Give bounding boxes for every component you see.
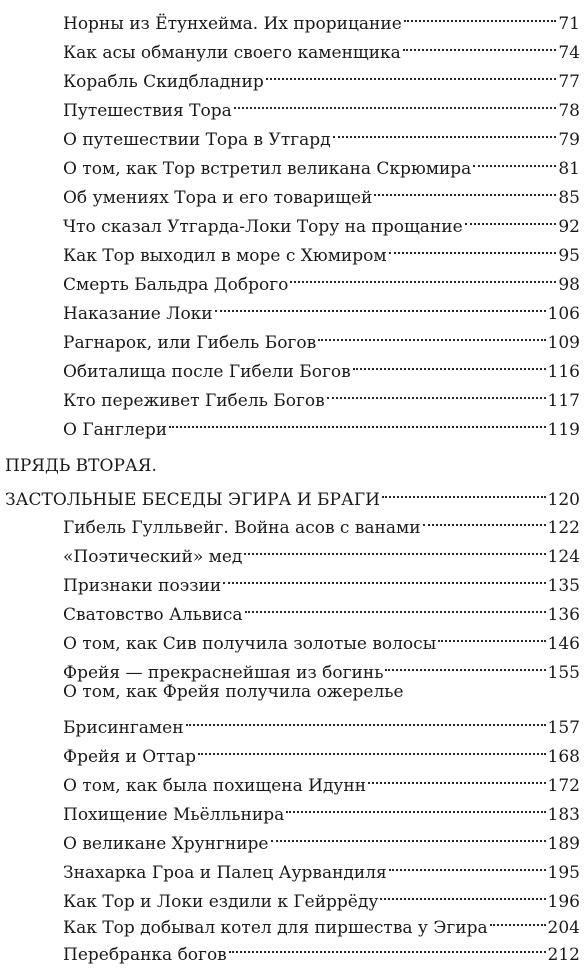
toc-entry-page: 155 xyxy=(547,663,580,683)
dot-leader xyxy=(389,232,557,261)
toc-entry[interactable] xyxy=(63,116,580,150)
toc-entry-page: 109 xyxy=(547,333,580,353)
toc-entry[interactable] xyxy=(63,348,580,382)
toc-entry-title: Сватовство Альвиса xyxy=(63,605,243,625)
toc-entry-title: Норны из Ётунхейма. Их прорицание xyxy=(63,14,402,34)
toc-entry-title: Рагнарок, или Гибель Богов xyxy=(63,333,317,353)
dot-leader xyxy=(438,620,545,649)
toc-entry-title: Смерть Бальдра Доброго xyxy=(63,275,289,295)
dot-leader xyxy=(215,290,546,319)
toc-entry-page: 189 xyxy=(547,834,580,854)
toc-entry-title: Об умениях Тора и его товарищей xyxy=(63,188,373,208)
dot-leader xyxy=(266,58,557,87)
toc-entry-title: «Поэтический» мед xyxy=(63,547,243,567)
toc-entry-title: О великане Хрунгнире xyxy=(63,834,269,854)
toc-entry[interactable] xyxy=(63,849,580,883)
toc-entry[interactable] xyxy=(63,261,580,295)
toc-entry[interactable] xyxy=(63,562,580,596)
dot-leader xyxy=(368,762,545,791)
dot-leader xyxy=(245,591,546,620)
toc-entry[interactable] xyxy=(63,591,580,625)
toc-entry[interactable] xyxy=(63,145,580,179)
toc-entry[interactable] xyxy=(63,174,580,208)
toc-entry-page: 183 xyxy=(547,805,580,825)
toc-entry[interactable] xyxy=(63,878,580,912)
toc-entry-page: 195 xyxy=(547,863,580,883)
toc-entry-page: 92 xyxy=(558,217,580,237)
toc-entry[interactable] xyxy=(63,87,580,121)
toc-entry-title: Перебранка богов xyxy=(63,945,227,965)
section-heading-entry[interactable] xyxy=(5,476,580,510)
dot-leader xyxy=(465,203,557,232)
section-heading-title: ЗАСТОЛЬНЫЕ БЕСЕДЫ ЭГИРА И БРАГИ xyxy=(5,490,380,510)
toc-entry-page: 168 xyxy=(547,747,580,767)
toc-entry[interactable] xyxy=(63,232,580,266)
toc-entry-title: Фрейя и Оттар xyxy=(63,747,197,767)
section-heading-page: 120 xyxy=(547,490,580,510)
toc-entry-page: 119 xyxy=(547,420,580,440)
toc-entry-page: 81 xyxy=(558,159,580,179)
toc-entry[interactable] xyxy=(63,203,580,237)
toc-entry[interactable] xyxy=(63,406,580,440)
toc-entry-page: 106 xyxy=(547,304,580,324)
toc-entry[interactable] xyxy=(63,290,580,324)
toc-entry-page: 78 xyxy=(558,101,580,121)
toc-entry-page: 95 xyxy=(558,246,580,266)
section-heading-line1: ПРЯДЬ ВТОРАЯ. xyxy=(5,456,157,476)
toc-entry-title: Кто переживет Гибель Богов xyxy=(63,391,325,411)
toc-entry[interactable] xyxy=(63,762,580,796)
toc-entry-title: О том, как Тор встретил великана Скрюмира xyxy=(63,159,472,179)
toc-entry-page: 196 xyxy=(547,892,580,912)
toc-entry-page: 74 xyxy=(558,43,580,63)
toc-entry-title: О путешествии Тора в Утгард xyxy=(63,130,331,150)
dot-leader xyxy=(380,878,545,907)
toc-entry-title: Что сказал Утгарда-Локи Тору на прощание xyxy=(63,217,463,237)
dot-leader xyxy=(404,0,557,29)
dot-leader xyxy=(327,377,546,406)
toc-entry[interactable] xyxy=(63,319,580,353)
dot-leader xyxy=(385,649,545,678)
toc-entry-page: 98 xyxy=(558,275,580,295)
toc-entry[interactable] xyxy=(63,931,580,965)
dot-leader xyxy=(423,504,546,533)
toc-entry-page: 157 xyxy=(547,718,580,738)
toc-entry[interactable] xyxy=(63,0,580,34)
toc-entry-page: 136 xyxy=(547,605,580,625)
toc-entry-title: Знахарка Гроа и Палец Аурвандиля xyxy=(63,863,387,883)
toc-entry-title: Как Тор и Локи ездили к Гейррёду xyxy=(63,892,379,912)
toc-entry-title: Признаки поэзии xyxy=(63,576,222,596)
dot-leader xyxy=(382,476,546,505)
toc-entry-title: О том, как Сив получила золотые волосы xyxy=(63,634,437,654)
toc-entry[interactable] xyxy=(63,504,580,538)
dot-leader xyxy=(229,931,546,960)
dot-leader xyxy=(290,261,556,290)
toc-entry-title: О том, как была похищена Идунн xyxy=(63,776,367,796)
toc-entry-page: 135 xyxy=(547,576,580,596)
dot-leader xyxy=(244,533,545,562)
toc-entry-title: Обиталища после Гибели Богов xyxy=(63,362,351,382)
toc-entry-title: Корабль Скидбладнир xyxy=(63,72,264,92)
toc-entry-title: Как асы обманули своего каменщика xyxy=(63,43,401,63)
dot-leader xyxy=(473,145,556,174)
dot-leader xyxy=(271,820,546,849)
dot-leader xyxy=(198,733,546,762)
dot-leader xyxy=(223,562,545,591)
dot-leader xyxy=(186,704,546,733)
toc-entry[interactable] xyxy=(63,904,580,938)
toc-entry-page: 79 xyxy=(558,130,580,150)
toc-entry-page: 85 xyxy=(558,188,580,208)
toc-entry[interactable] xyxy=(63,29,580,63)
toc-entry[interactable] xyxy=(63,58,580,92)
dot-leader xyxy=(490,904,546,933)
toc-entry-title-line1: О том, как Фрейя получила ожерелье xyxy=(63,682,404,702)
toc-entry[interactable] xyxy=(63,620,580,654)
toc-entry[interactable] xyxy=(63,820,580,854)
toc-entry-title: Похищение Мьёлльнира xyxy=(63,805,285,825)
dot-leader xyxy=(353,348,546,377)
toc-entry-title: Как Тор добывал котел для пиршества у Эгира xyxy=(63,918,488,938)
dot-leader xyxy=(286,791,545,820)
toc-entry-title: Наказание Локи xyxy=(63,304,213,324)
toc-entry-title: Брисингамен xyxy=(63,718,184,738)
toc-entry-title: Как Тор выходил в море с Хюмиром xyxy=(63,246,387,266)
toc-entry-page: 204 xyxy=(547,918,580,938)
dot-leader xyxy=(403,29,557,58)
dot-leader xyxy=(234,87,557,116)
dot-leader xyxy=(333,116,557,145)
toc-entry-page: 172 xyxy=(547,776,580,796)
toc-entry-page: 212 xyxy=(547,945,580,965)
toc-entry-page: 71 xyxy=(558,14,580,34)
dot-leader xyxy=(374,174,556,203)
toc-entry-title: Гибель Гулльвейг. Война асов с ванами xyxy=(63,518,421,538)
toc-entry-title: О Ганглери xyxy=(63,420,168,440)
toc-entry-page: 116 xyxy=(547,362,580,382)
toc-entry[interactable] xyxy=(63,533,580,567)
toc-entry-page: 122 xyxy=(547,518,580,538)
toc-entry-page: 117 xyxy=(547,391,580,411)
dot-leader xyxy=(389,849,546,878)
toc-entry[interactable] xyxy=(63,733,580,767)
toc-entry[interactable] xyxy=(63,649,580,683)
toc-entry[interactable] xyxy=(63,704,580,738)
toc-entry-page: 146 xyxy=(547,634,580,654)
toc-entry[interactable] xyxy=(63,791,580,825)
toc-entry-title: Путешествия Тора xyxy=(63,101,232,121)
toc-entry-page: 124 xyxy=(547,547,580,567)
dot-leader xyxy=(318,319,545,348)
toc-entry[interactable] xyxy=(63,377,580,411)
toc-entry-page: 77 xyxy=(558,72,580,92)
toc-entry-title: Фрейя — прекраснейшая из богинь xyxy=(63,663,384,683)
dot-leader xyxy=(169,406,546,435)
